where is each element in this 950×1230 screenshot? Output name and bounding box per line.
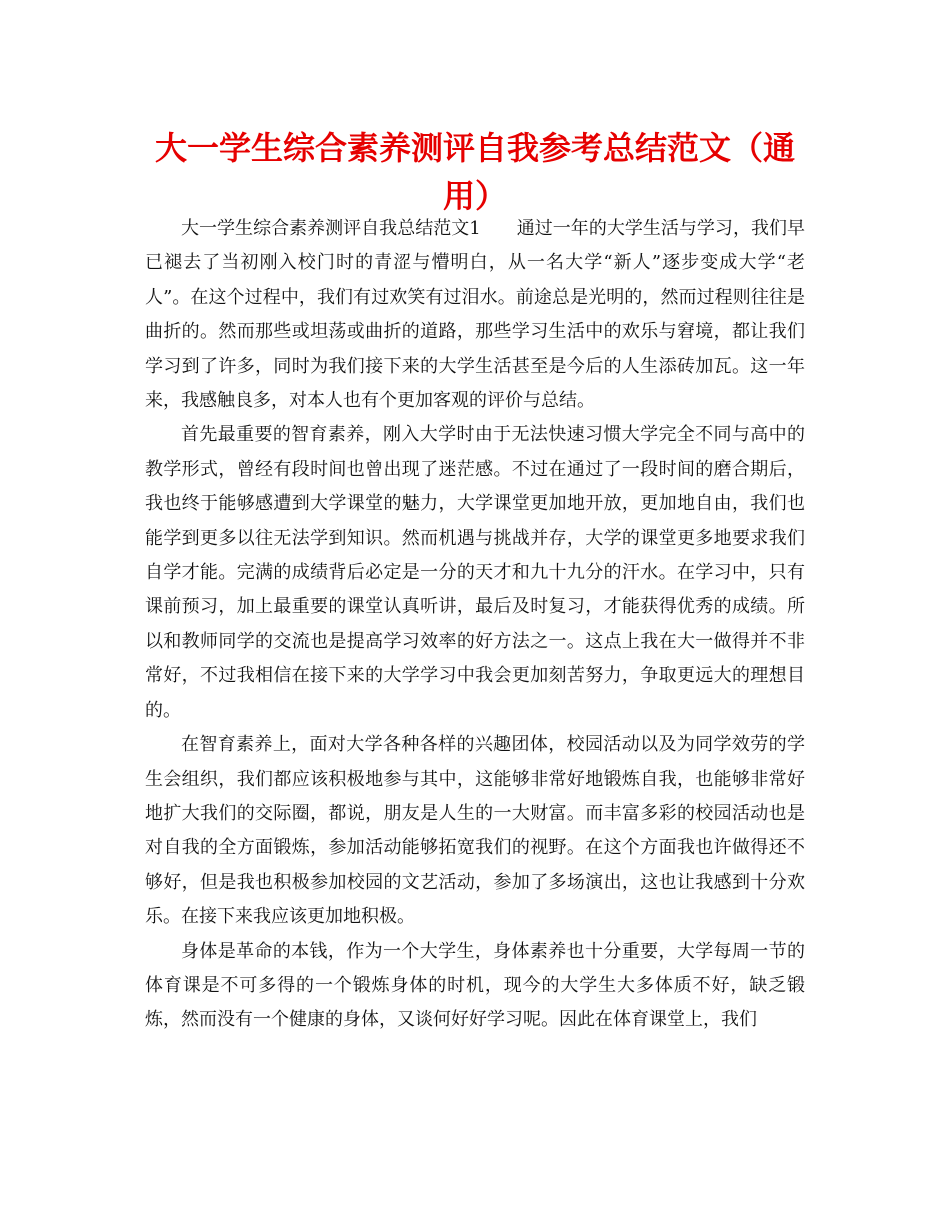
paragraph-1: 大一学生综合素养测评自我总结范文1 通过一年的大学生活与学习，我们早已褪去了当初刚入校门时的青涩与懵明白，从一名大学“新人”逐步变成大学“老人”。在这个过程中，我们有过欢笑有过泪水。前途总是光明的，然而过程则往往是曲折的。然而那些或坦荡或曲折的道路，那些学习生活中的欢乐与窘境，都让我们学习到了许多，同时为我们接下来的大学生活甚至是今后的人生添砖加瓦。这一年来，我感触良多，对本人也有个更加客观的评价与总结。 — [145, 218, 805, 412]
document-title: 大一学生综合素养测评自我参考总结范文（通用） — [154, 129, 795, 215]
document-body — [145, 212, 805, 1038]
paragraph-3: 在智育素养上，面对大学各种各样的兴趣团体，校园活动以及为同学效劳的学生会组织，我们都应该积极地参与其中，这能够非常好地锻炼自我，也能够非常好地扩大我们的交际圈，都说，朋友是人生的一大财富。而丰富多彩的校园活动也是对自我的全方面锻炼，参加活动能够拓宽我们的视野。在这个方面我也许做得还不够好，但是我也积极参加校园的文艺活动，参加了多场演出，这也让我感到十分欢乐。在接下来我应该更加地积极。 — [145, 734, 805, 928]
paragraph-4: 身体是革命的本钱，作为一个大学生，身体素养也十分重要，大学每周一节的体育课是不可多得的一个锻炼身体的时机，现今的大学生大多体质不好，缺乏锻炼，然而没有一个健康的身体，又谈何好好学习呢。因此在体育课堂上，我们 — [145, 940, 805, 1031]
paragraph-2: 首先最重要的智育素养，刚入大学时由于无法快速习惯大学完全不同与高中的教学形式，曾经有段时间也曾出现了迷茫感。不过在通过了一段时间的磨合期后，我也终于能够感遭到大学课堂的魅力，大学课堂更加地开放，更加地自由，我们也能学到更多以往无法学到知识。然而机遇与挑战并存，大学的课堂更多地要求我们自学才能。完满的成绩背后必定是一分的天才和九十九分的汗水。在学习中，只有课前预习，加上最重要的课堂认真听讲，最后及时复习，才能获得优秀的成绩。所以和教师同学的交流也是提高学习效率的好方法之一。这点上我在大一做得并不非常好，不过我相信在接下来的大学学习中我会更加刻苦努力，争取更远大的理想目的。 — [145, 424, 805, 721]
